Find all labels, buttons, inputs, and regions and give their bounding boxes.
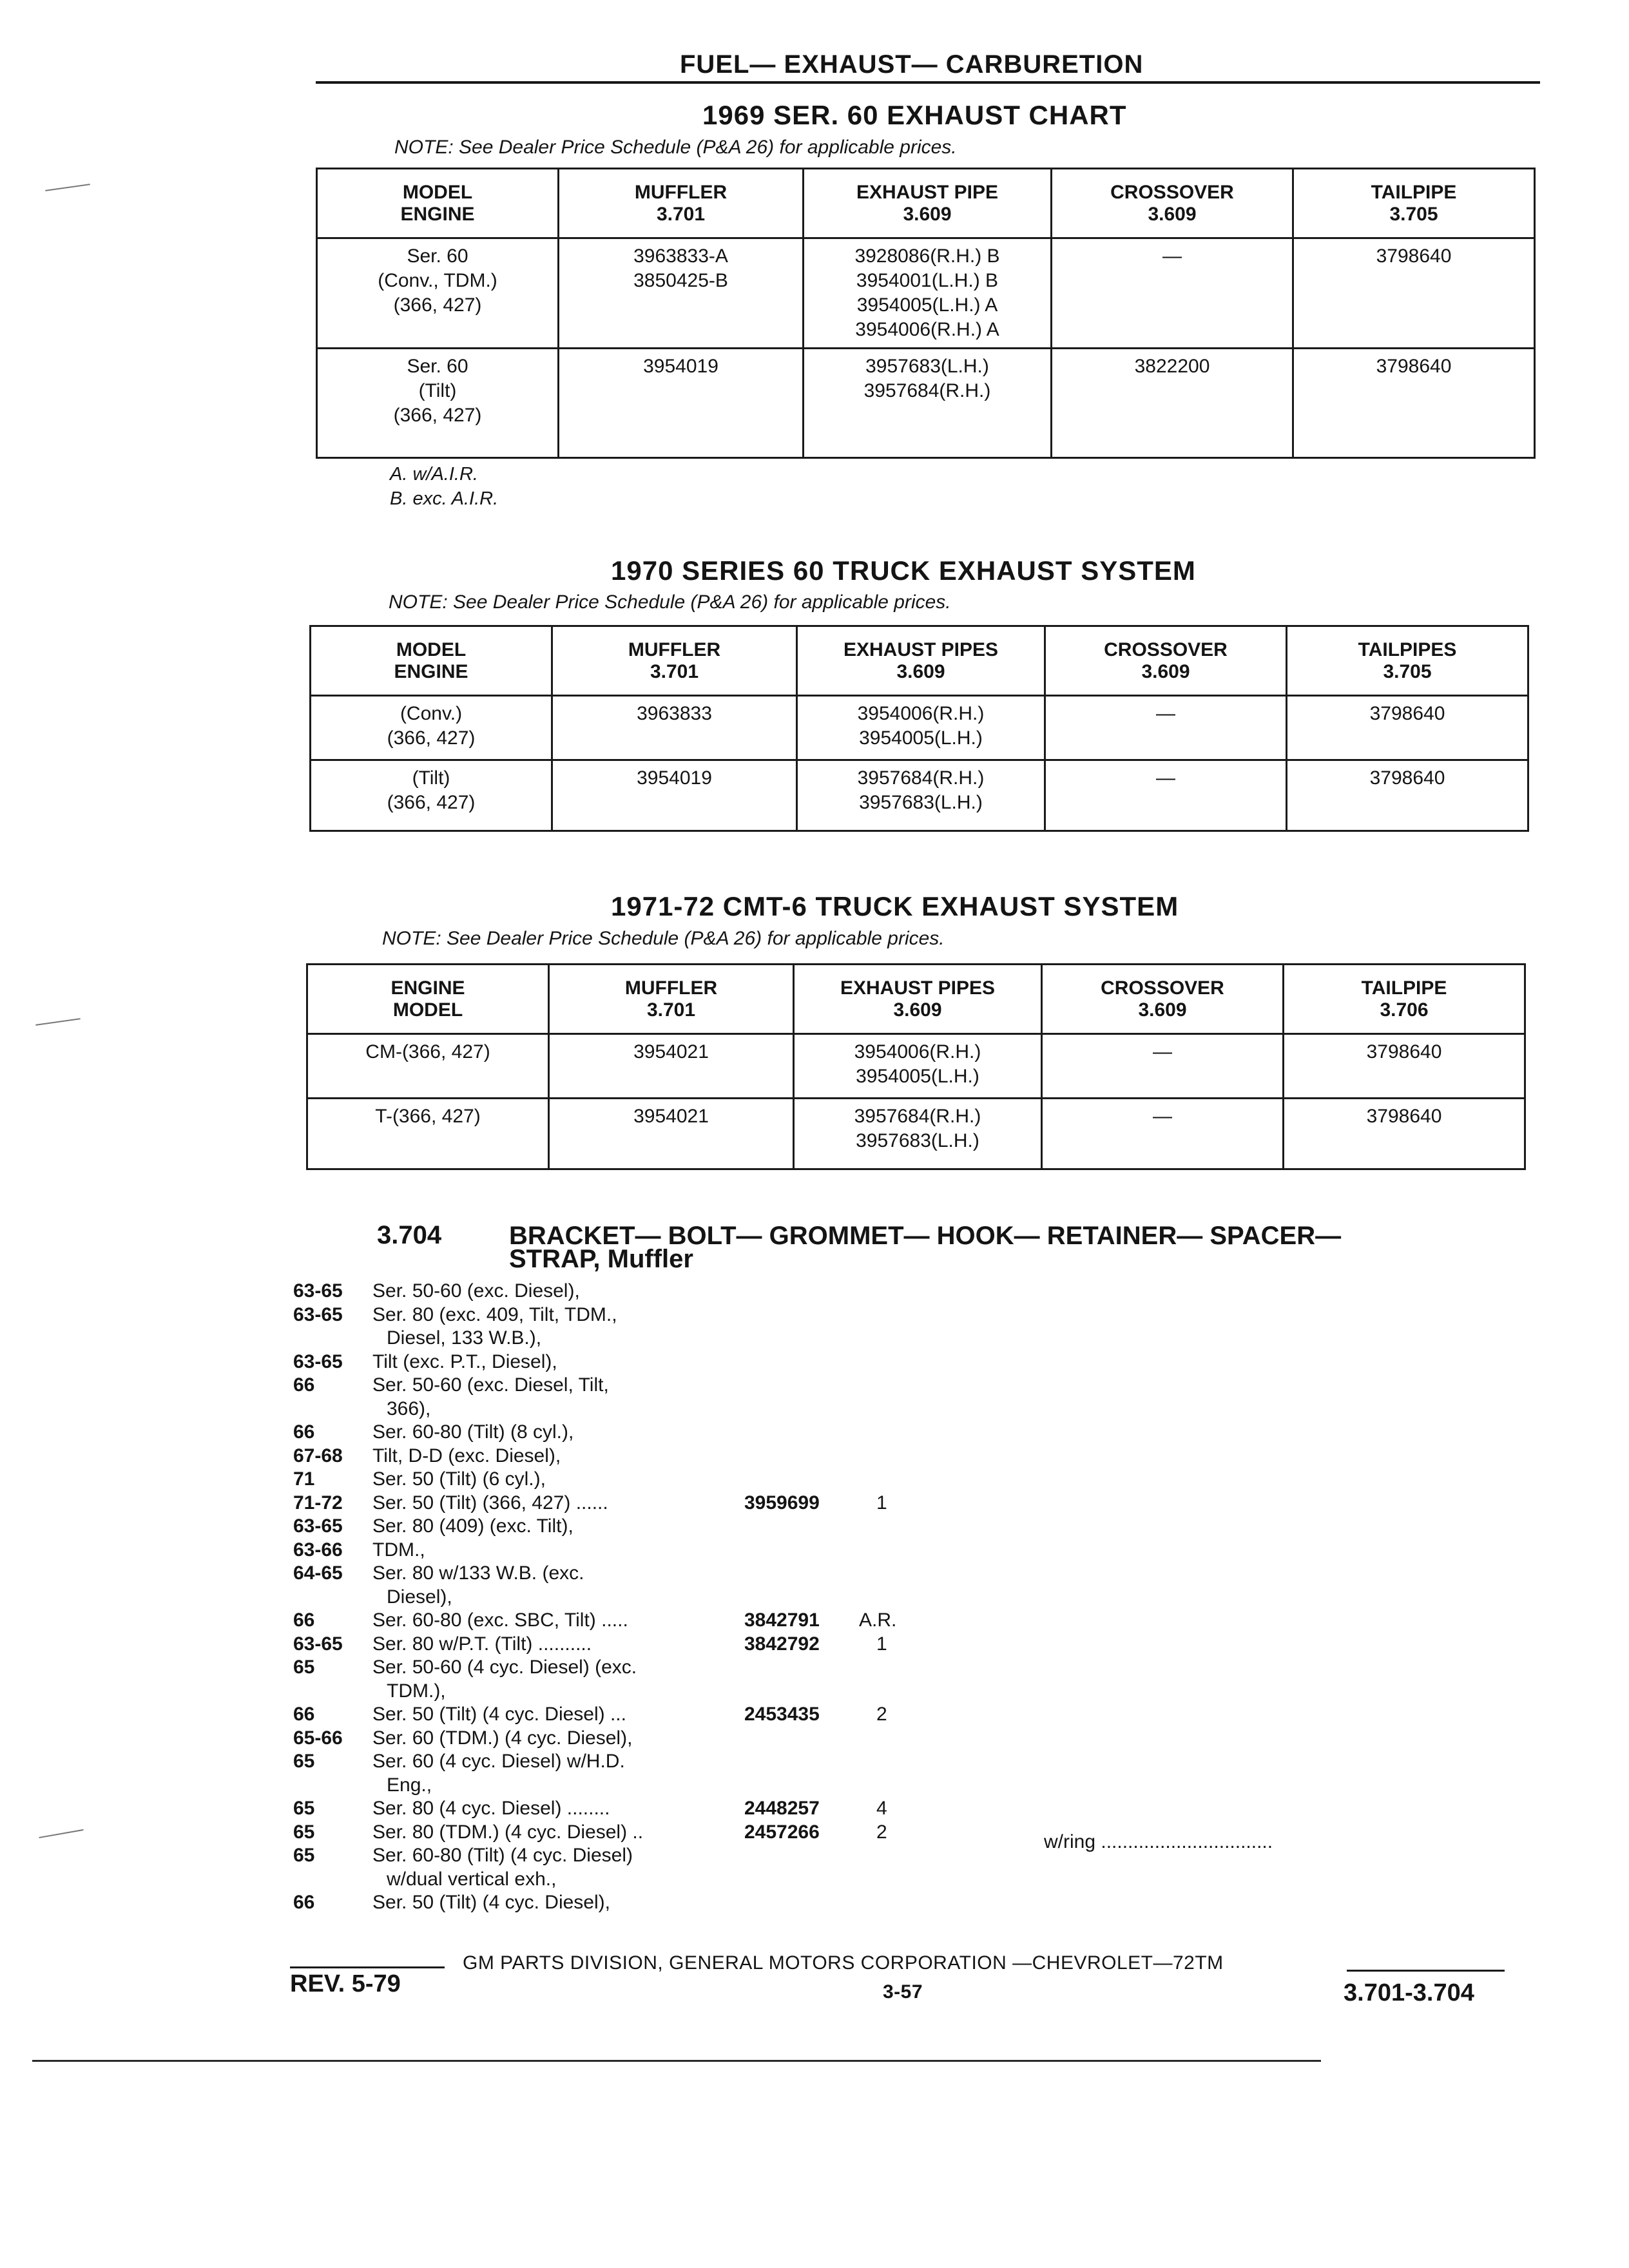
cell-text: 3798640 — [1366, 1041, 1442, 1062]
item-year: 66 — [293, 1374, 315, 1396]
header-text: TAILPIPES — [1358, 639, 1457, 660]
table-cell — [552, 696, 797, 760]
scan-mark — [45, 184, 90, 191]
cell-text: 3957683(L.H.) — [865, 356, 989, 377]
item-description: Ser. 50-60 (exc. Diesel, Tilt, — [372, 1374, 609, 1396]
item-year: 65 — [293, 1845, 315, 1866]
cell-text: 3954019 — [643, 356, 718, 377]
cell-text: (Conv., TDM.) — [378, 270, 497, 291]
chart-1970-header-cell — [552, 626, 797, 696]
item-description: Ser. 60-80 (Tilt) (8 cyl.), — [372, 1421, 574, 1443]
item-description: Ser. 60-80 (exc. SBC, Tilt) ..... — [372, 1610, 628, 1631]
table-cell — [552, 760, 797, 831]
item-part-number: 2448257 — [744, 1798, 820, 1819]
header-text: MUFFLER — [628, 639, 721, 660]
chart-1969-header-row — [317, 169, 1535, 238]
cell-text: CM-(366, 427) — [365, 1041, 490, 1062]
item-description: Diesel, 133 W.B.), — [387, 1327, 542, 1349]
cell-text: (366, 427) — [387, 792, 476, 813]
table-cell — [317, 349, 559, 458]
cell-text: 3798640 — [1369, 767, 1445, 789]
header-text: 3.705 — [1389, 203, 1438, 225]
header-text: 3.609 — [893, 999, 942, 1021]
header-text: 3.609 — [896, 660, 945, 682]
item-description: Tilt, D-D (exc. Diesel), — [372, 1445, 561, 1466]
list-item — [293, 1562, 938, 1586]
cell-text: (Tilt) — [412, 767, 450, 789]
table-cell — [1284, 1099, 1525, 1169]
item-year: 71 — [293, 1468, 315, 1490]
list-item — [293, 1821, 938, 1845]
item-quantity: A.R. — [859, 1610, 897, 1631]
section-number: 3.704 — [377, 1221, 442, 1249]
cell-text: 3822200 — [1134, 356, 1210, 377]
list-item — [293, 1421, 938, 1445]
footer-left-rule — [290, 1966, 445, 1968]
table-cell — [1293, 238, 1535, 349]
item-description: Eng., — [387, 1774, 432, 1796]
table-cell — [559, 238, 804, 349]
chart-1971-header-cell — [1284, 965, 1525, 1034]
cell-text: (366, 427) — [387, 727, 476, 749]
chart-1969-footnote-a: A. w/A.I.R. — [390, 464, 478, 485]
table-cell — [1042, 1099, 1284, 1169]
list-item — [293, 1398, 938, 1421]
note-label: NOTE: — [394, 137, 454, 158]
item-description: Ser. 60-80 (Tilt) (4 cyc. Diesel) — [372, 1845, 633, 1866]
item-year: 66 — [293, 1610, 315, 1631]
cell-text: 3954021 — [633, 1106, 709, 1127]
header-text: ENGINE — [400, 203, 475, 225]
chart-1971-header-row — [307, 965, 1525, 1034]
chart-1969-header-cell — [1293, 169, 1535, 238]
item-year: 67-68 — [293, 1445, 343, 1466]
item-year: 63-65 — [293, 1633, 343, 1655]
list-item — [293, 1374, 938, 1398]
table-cell — [307, 1034, 549, 1099]
item-description: w/dual vertical exh., — [387, 1868, 557, 1890]
item-part-number: 3842791 — [744, 1610, 820, 1631]
cell-text: 3798640 — [1369, 703, 1445, 724]
header-text: MODEL — [396, 639, 467, 660]
list-item — [293, 1586, 938, 1610]
cell-text: 3957683(L.H.) — [856, 1130, 979, 1151]
list-item — [293, 1680, 938, 1704]
table-cell — [549, 1099, 794, 1169]
cell-text: 3957684(R.H.) — [854, 1106, 981, 1127]
page-header-title: FUEL— EXHAUST— CARBURETION — [680, 50, 1144, 79]
header-text: ENGINE — [390, 977, 465, 999]
section-heading-line-1: BRACKET— BOLT— GROMMET— HOOK— RETAINER— SPACER— — [509, 1222, 1342, 1250]
cell-text: — — [1153, 1106, 1172, 1127]
list-item — [293, 1303, 938, 1327]
section-heading-line-2: STRAP, Muffler — [509, 1245, 693, 1273]
chart-1969-header-cell — [1052, 169, 1293, 238]
chart-1969-header-cell — [317, 169, 559, 238]
cell-text: 3954006(R.H.) — [854, 1041, 981, 1062]
item-year: 65 — [293, 1657, 315, 1678]
table-cell — [1284, 1034, 1525, 1099]
table-row — [317, 349, 1535, 458]
table-cell — [1287, 760, 1528, 831]
item-part-number: 3959699 — [744, 1492, 820, 1514]
item-year: 63-65 — [293, 1350, 343, 1372]
chart-1971-note — [382, 928, 945, 950]
item-description: Ser. 50-60 (exc. Diesel), — [372, 1280, 580, 1302]
table-cell — [804, 238, 1052, 349]
list-item — [293, 1468, 938, 1492]
header-text: 3.701 — [656, 203, 706, 225]
item-year: 63-66 — [293, 1539, 343, 1561]
header-text: TAILPIPE — [1361, 977, 1447, 999]
list-item — [293, 1868, 938, 1892]
item-quantity: 1 — [876, 1633, 887, 1655]
table-cell — [1293, 349, 1535, 458]
table-row — [311, 696, 1528, 760]
item-description: TDM.), — [387, 1680, 446, 1702]
chart-1971-header-cell — [549, 965, 794, 1034]
cell-text: 3954005(L.H.) — [856, 1066, 979, 1087]
table-cell — [549, 1034, 794, 1099]
footer-publisher: GM PARTS DIVISION, GENERAL MOTORS CORPORATION —CHEVROLET—72TM — [463, 1952, 1224, 1974]
chart-1970-note — [389, 591, 951, 613]
item-description: Ser. 50 (Tilt) (6 cyl.), — [372, 1468, 546, 1490]
item-description: Ser. 80 (TDM.) (4 cyc. Diesel) .. — [372, 1821, 644, 1843]
item-description: Ser. 50 (Tilt) (4 cyc. Diesel) ... — [372, 1704, 626, 1725]
footer-page-number: 3-57 — [883, 1981, 923, 2003]
item-description: Ser. 80 (exc. 409, Tilt, TDM., — [372, 1303, 617, 1325]
cell-text: Ser. 60 — [407, 356, 468, 377]
item-description: Tilt (exc. P.T., Diesel), — [372, 1350, 557, 1372]
header-text: 3.701 — [646, 999, 696, 1021]
table-cell — [1042, 1034, 1284, 1099]
item-quantity: 4 — [876, 1798, 887, 1819]
item-part-number: 2453435 — [744, 1704, 820, 1725]
list-item — [293, 1774, 938, 1798]
chart-1969-footnote-b: B. exc. A.I.R. — [390, 488, 499, 509]
chart-1970-table — [309, 625, 1529, 832]
chart-1971-title: 1971-72 CMT-6 TRUCK EXHAUST SYSTEM — [611, 891, 1179, 921]
item-description: TDM., — [372, 1539, 425, 1561]
item-year: 71-72 — [293, 1492, 343, 1514]
chart-1970-header-cell — [797, 626, 1045, 696]
item-year: 66 — [293, 1421, 315, 1443]
list-item — [293, 1445, 938, 1468]
header-text: CROSSOVER — [1110, 181, 1234, 203]
cell-text: 3928086(R.H.) B — [854, 245, 1000, 267]
table-cell — [794, 1099, 1042, 1169]
table-cell — [1052, 349, 1293, 458]
item-year: 66 — [293, 1892, 315, 1913]
header-text: EXHAUST PIPES — [843, 639, 999, 660]
header-text: 3.705 — [1383, 660, 1432, 682]
item-quantity: 2 — [876, 1821, 887, 1843]
list-item — [293, 1515, 938, 1539]
footer-right-rule — [1347, 1970, 1505, 1972]
header-text: 3.609 — [1148, 203, 1197, 225]
cell-text: 3957684(R.H.) — [857, 767, 985, 789]
item-description: Ser. 50-60 (4 cyc. Diesel) (exc. — [372, 1657, 637, 1678]
cell-text: 3954006(R.H.) — [857, 703, 985, 724]
footer-range: 3.701-3.704 — [1344, 1979, 1474, 2006]
header-text: ENGINE — [394, 660, 468, 682]
header-text: 3.706 — [1380, 999, 1429, 1021]
cell-text: (Conv.) — [400, 703, 463, 724]
chart-1971-header-cell — [1042, 965, 1284, 1034]
cell-text: 3954021 — [633, 1041, 709, 1062]
list-item — [293, 1891, 938, 1915]
chart-1969-table — [316, 168, 1536, 459]
table-cell — [794, 1034, 1042, 1099]
parts-aside-note: w/ring ................................ — [1044, 1831, 1273, 1852]
item-quantity: 2 — [876, 1704, 887, 1725]
header-text: 3.609 — [1141, 660, 1190, 682]
item-part-number: 2457266 — [744, 1821, 820, 1843]
list-item — [293, 1633, 938, 1657]
list-item — [293, 1750, 938, 1774]
note-text: See Dealer Price Schedule (P&A 26) for applicable prices. — [453, 591, 951, 613]
header-text: CROSSOVER — [1101, 977, 1224, 999]
header-text: MODEL — [392, 999, 463, 1021]
table-cell — [311, 696, 552, 760]
cell-text: 3963833-A — [633, 245, 728, 267]
item-description: Ser. 80 (409) (exc. Tilt), — [372, 1515, 574, 1537]
list-item — [293, 1844, 938, 1868]
cell-text: (366, 427) — [393, 294, 482, 316]
cell-text: 3954005(L.H.) — [859, 727, 983, 749]
parts-list — [293, 1280, 938, 1915]
chart-1971-header-cell — [307, 965, 549, 1034]
item-part-number: 3842792 — [744, 1633, 820, 1655]
table-cell — [1045, 760, 1287, 831]
chart-1970-title: 1970 SERIES 60 TRUCK EXHAUST SYSTEM — [611, 555, 1196, 586]
cell-text: 3798640 — [1376, 245, 1452, 267]
table-cell — [307, 1099, 549, 1169]
table-cell — [311, 760, 552, 831]
item-description: Ser. 50 (Tilt) (366, 427) ...... — [372, 1492, 608, 1514]
table-row — [307, 1099, 1525, 1169]
header-text: MODEL — [402, 181, 473, 203]
item-description: Ser. 50 (Tilt) (4 cyc. Diesel), — [372, 1892, 610, 1913]
cell-text: (366, 427) — [393, 405, 482, 426]
table-cell — [797, 696, 1045, 760]
table-row — [317, 238, 1535, 349]
list-item — [293, 1797, 938, 1821]
cell-text: 3957684(R.H.) — [863, 380, 991, 401]
scan-mark — [39, 1829, 83, 1838]
list-item — [293, 1327, 938, 1350]
cell-text: 3798640 — [1376, 356, 1452, 377]
list-item — [293, 1727, 938, 1751]
cell-text: — — [1162, 245, 1182, 267]
item-year: 65 — [293, 1821, 315, 1843]
item-description: Diesel), — [387, 1586, 452, 1608]
chart-1971-table — [306, 963, 1526, 1170]
header-text: MUFFLER — [634, 181, 728, 203]
chart-1971-header-cell — [794, 965, 1042, 1034]
section-heading — [509, 1224, 1341, 1271]
cell-text: Ser. 60 — [407, 245, 468, 267]
table-row — [311, 760, 1528, 831]
list-item — [293, 1280, 938, 1303]
page-bottom-rule — [32, 2060, 1321, 2062]
item-year: 63-65 — [293, 1303, 343, 1325]
item-description: Ser. 60 (TDM.) (4 cyc. Diesel), — [372, 1727, 633, 1749]
header-text: EXHAUST PIPE — [856, 181, 999, 203]
cell-text: 3954005(L.H.) A — [856, 294, 998, 316]
item-quantity: 1 — [876, 1492, 887, 1514]
cell-text: 3954006(R.H.) A — [855, 319, 999, 340]
cell-text: 3963833 — [637, 703, 712, 724]
header-text: EXHAUST PIPES — [840, 977, 996, 999]
note-label: NOTE: — [389, 591, 448, 613]
item-year: 63-65 — [293, 1515, 343, 1537]
chart-1970-header-cell — [311, 626, 552, 696]
header-text: MUFFLER — [624, 977, 718, 999]
chart-1969-note — [394, 137, 957, 159]
table-cell — [1287, 696, 1528, 760]
note-text: See Dealer Price Schedule (P&A 26) for applicable prices. — [447, 928, 945, 949]
cell-text: 3957683(L.H.) — [859, 792, 983, 813]
header-text: 3.609 — [903, 203, 952, 225]
item-description: Ser. 80 w/133 W.B. (exc. — [372, 1562, 584, 1584]
header-text: 3.609 — [1138, 999, 1187, 1021]
cell-text: 3798640 — [1366, 1106, 1442, 1127]
list-item — [293, 1609, 938, 1633]
item-year: 63-65 — [293, 1280, 343, 1302]
cell-text: 3954001(L.H.) B — [856, 270, 999, 291]
table-cell — [317, 238, 559, 349]
chart-1970-header-cell — [1045, 626, 1287, 696]
footer-revision: REV. 5-79 — [290, 1970, 401, 1997]
table-cell — [1045, 696, 1287, 760]
item-description: Ser. 60 (4 cyc. Diesel) w/H.D. — [372, 1751, 625, 1772]
header-rule — [316, 81, 1540, 84]
list-item — [293, 1656, 938, 1680]
chart-1969-header-cell — [804, 169, 1052, 238]
list-item — [293, 1350, 938, 1374]
note-label: NOTE: — [382, 928, 441, 949]
list-item — [293, 1703, 938, 1727]
cell-text: — — [1153, 1041, 1172, 1062]
header-text: CROSSOVER — [1104, 639, 1228, 660]
item-description: 366), — [387, 1398, 431, 1419]
note-text: See Dealer Price Schedule (P&A 26) for applicable prices. — [459, 137, 957, 158]
table-cell — [804, 349, 1052, 458]
cell-text: — — [1156, 703, 1175, 724]
chart-1969-header-cell — [559, 169, 804, 238]
list-item — [293, 1539, 938, 1562]
list-item — [293, 1492, 938, 1515]
chart-1970-header-cell — [1287, 626, 1528, 696]
table-row — [307, 1034, 1525, 1099]
item-year: 64-65 — [293, 1562, 343, 1584]
cell-text: (Tilt) — [418, 380, 457, 401]
item-year: 66 — [293, 1704, 315, 1725]
item-year: 65 — [293, 1798, 315, 1819]
chart-1969-title: 1969 SER. 60 EXHAUST CHART — [702, 100, 1127, 130]
cell-text: 3850425-B — [633, 270, 728, 291]
header-text: 3.701 — [650, 660, 699, 682]
table-cell — [559, 349, 804, 458]
cell-text: T-(366, 427) — [375, 1106, 481, 1127]
chart-1970-header-row — [311, 626, 1528, 696]
header-text: TAILPIPE — [1371, 181, 1457, 203]
table-cell — [1052, 238, 1293, 349]
item-description: Ser. 80 w/P.T. (Tilt) .......... — [372, 1633, 592, 1655]
item-year: 65-66 — [293, 1727, 343, 1749]
item-year: 65 — [293, 1751, 315, 1772]
table-cell — [797, 760, 1045, 831]
cell-text: — — [1156, 767, 1175, 789]
cell-text: 3954019 — [637, 767, 712, 789]
item-description: Ser. 80 (4 cyc. Diesel) ........ — [372, 1798, 610, 1819]
scan-mark — [35, 1018, 81, 1026]
